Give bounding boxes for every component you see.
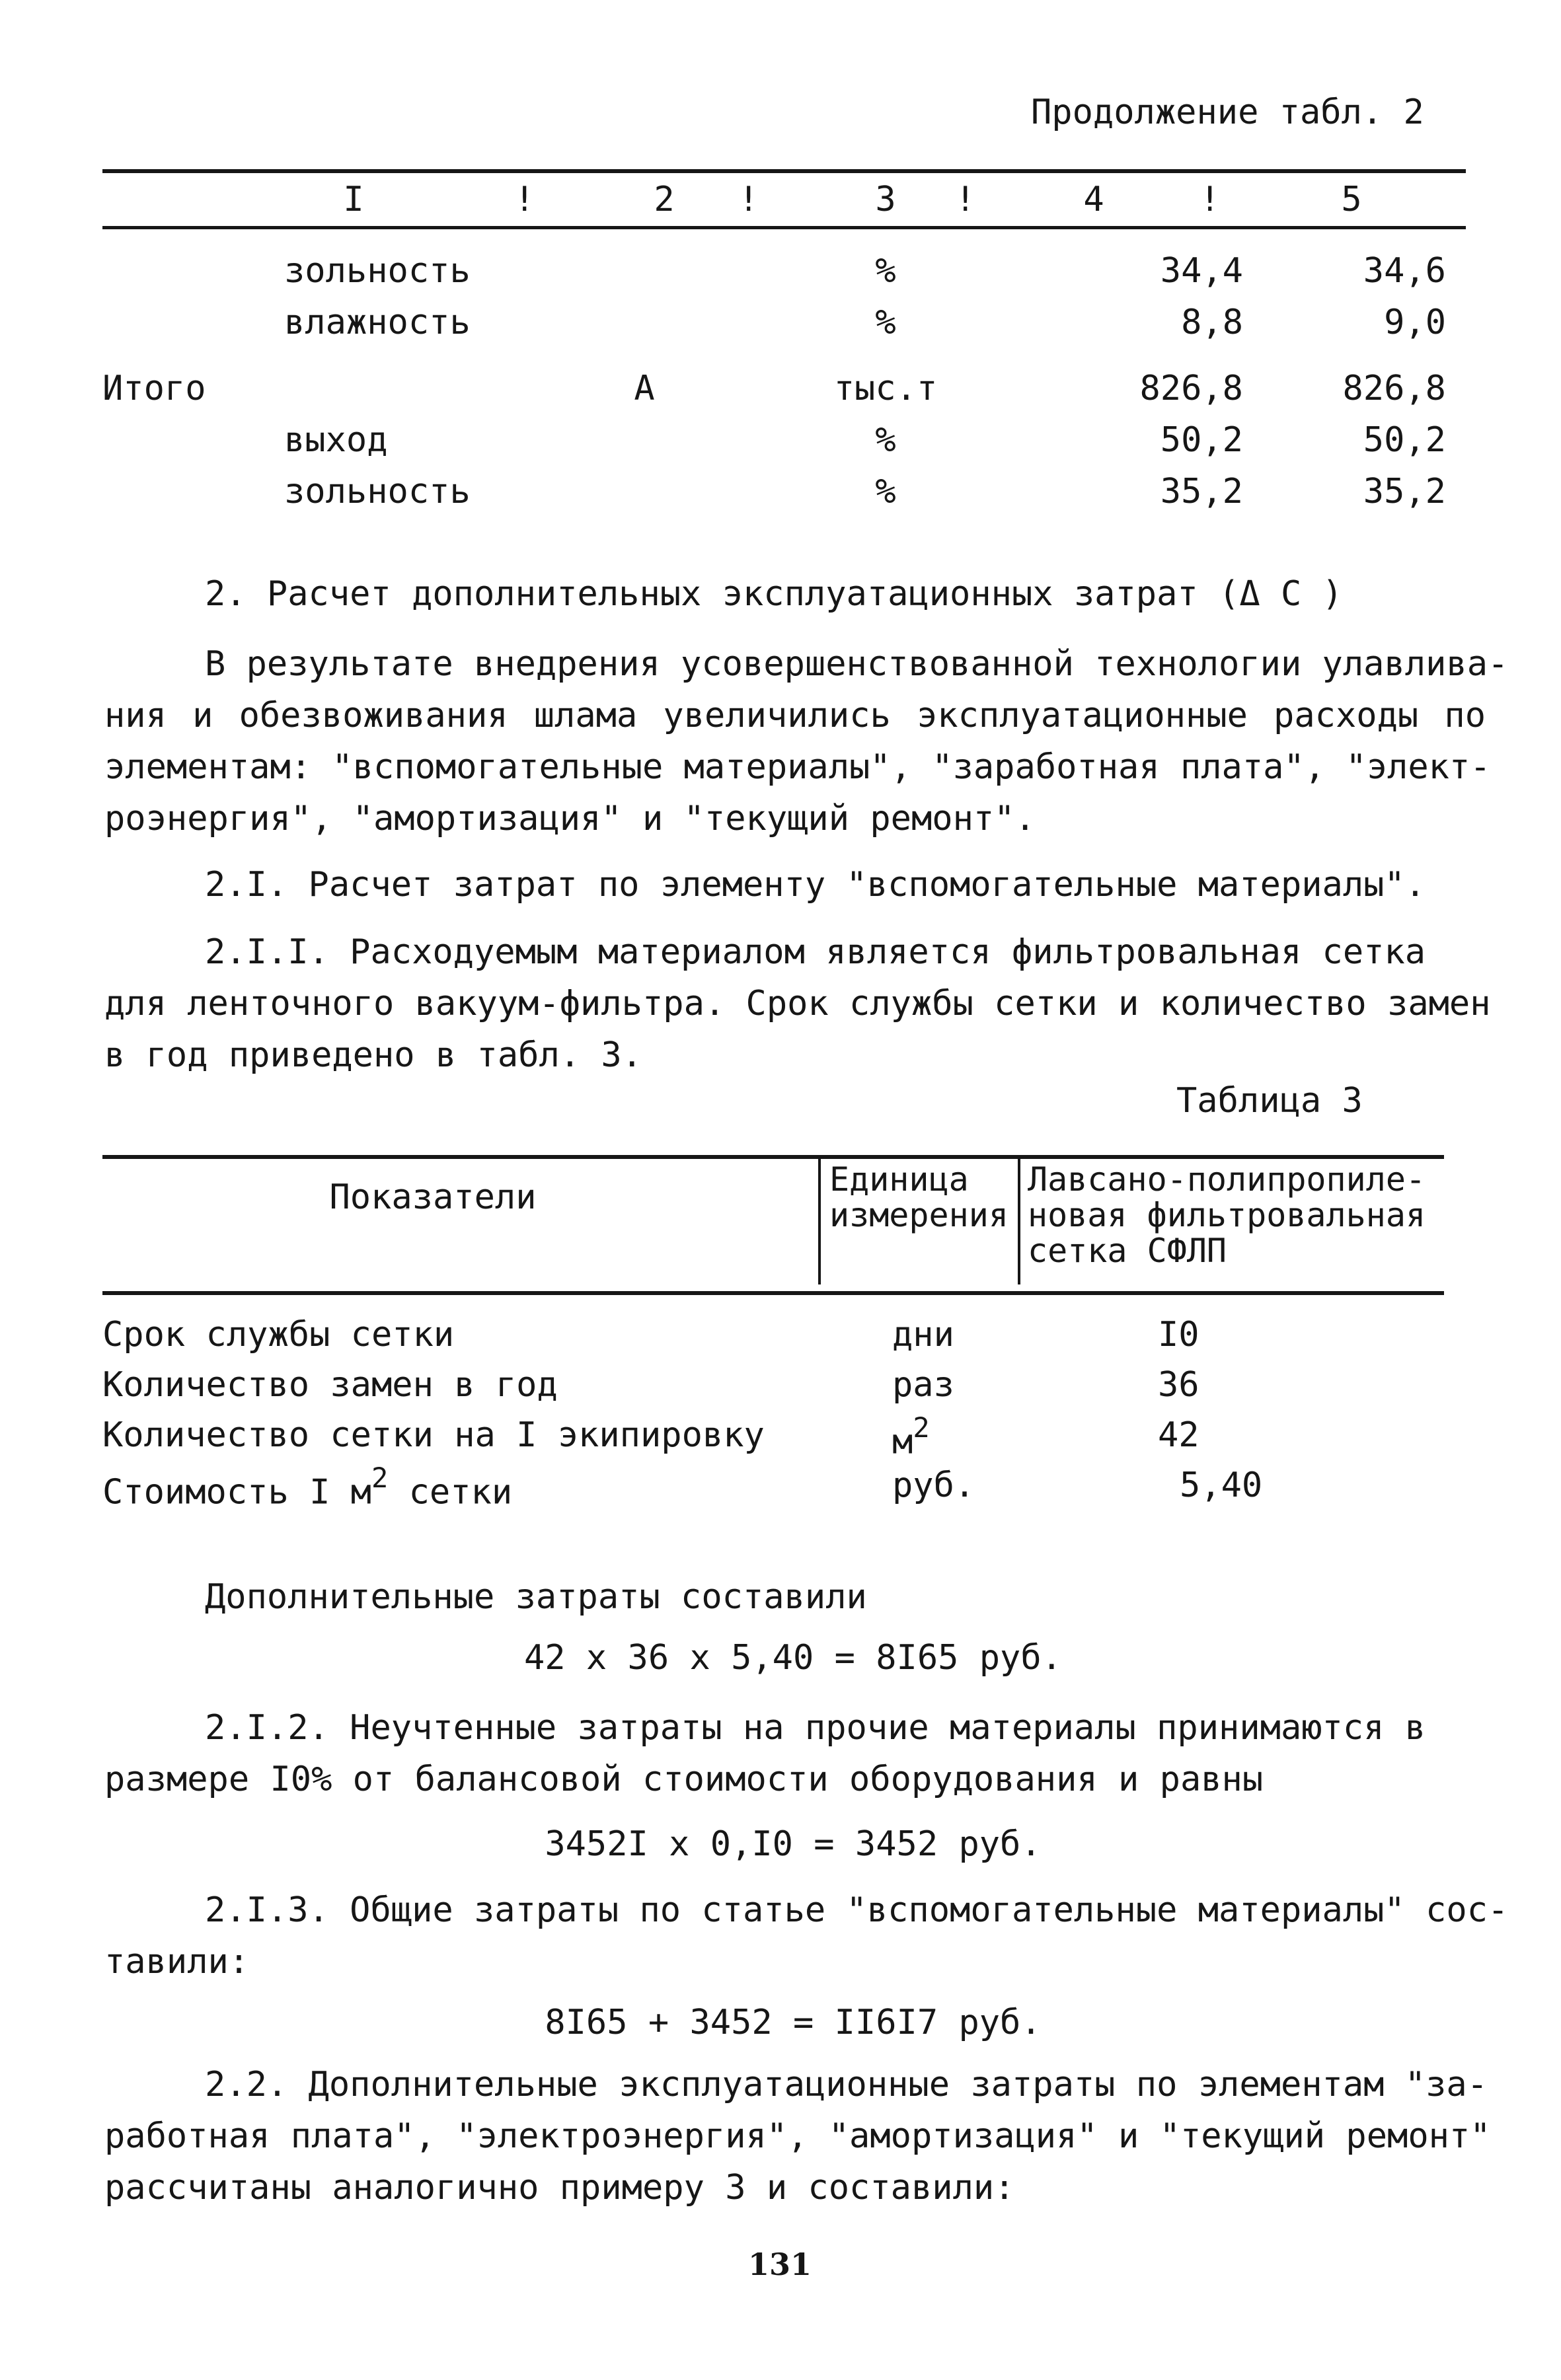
table3-caption: Таблица 3: [1176, 1081, 1363, 1121]
table2-header-sep: !: [514, 180, 535, 219]
table2-header-sep: !: [955, 180, 976, 219]
table2-header-col4: 4: [1083, 180, 1104, 219]
table3-row-value: 36: [1158, 1365, 1199, 1405]
paragraph-line: рассчитаны аналогично примеру 3 и составили:: [104, 2168, 1015, 2208]
table3-row: [102, 1365, 1444, 1414]
paragraph-line: роэнергия", "амортизация" и "текущий ремонт".: [104, 799, 1036, 838]
table2-row-v4: 50,2: [1160, 420, 1243, 460]
table3-row-value: 42: [1158, 1415, 1199, 1455]
table2-row-unit: %: [875, 420, 896, 460]
subsection-2-1: 2.I. Расчет затрат по элементу "вспомогательные материалы".: [205, 865, 1426, 905]
table3-row-unit-sup: 2: [913, 1411, 930, 1444]
table3-header-indicators: Показатели: [329, 1177, 537, 1217]
page-number: 131: [747, 2247, 812, 2282]
table2-row-sub: влажность: [284, 303, 471, 342]
extra-costs-intro: Дополнительные затраты составили: [205, 1577, 867, 1617]
table3-row-unit: дни: [892, 1315, 954, 1355]
table3-row-name: Количество замен в год: [102, 1365, 558, 1405]
table2-row: [102, 251, 1466, 297]
table3-row-unit: руб.: [892, 1466, 975, 1505]
table2-top-rule: [102, 169, 1466, 173]
paragraph-line: элементам: "вспомогательные материалы", "заработная плата", "элект-: [104, 747, 1491, 787]
paragraph-line: в год приведено в табл. 3.: [104, 1035, 642, 1075]
table3-row: [102, 1411, 1444, 1464]
table2-row-unit: %: [875, 303, 896, 342]
table3-row-name: Срок службы сетки: [102, 1315, 455, 1355]
table2-row-v5: 34,6: [1363, 251, 1446, 291]
table3-row-value: 5,40: [1180, 1466, 1263, 1505]
paragraph-line: ния и обезвоживания шлама увеличились эксплуатационные расходы по: [104, 696, 1486, 735]
formula-3: 8I65 + 3452 = II6I7 руб.: [545, 2003, 1042, 2042]
table2-header-col3: 3: [875, 180, 896, 219]
table2-row-v5: 35,2: [1363, 472, 1446, 511]
table-continuation-caption: Продолжение табл. 2: [1031, 93, 1424, 132]
table3-row-unit-text: м: [892, 1422, 913, 1462]
table2-header-sep: !: [1199, 180, 1221, 219]
table2-header-col2: 2: [654, 180, 675, 219]
table2-row-col2: А: [634, 369, 655, 408]
paragraph-line: 2.2. Дополнительные эксплуатационные затраты по элементам "за-: [205, 2065, 1488, 2104]
table2-row-total: [102, 369, 1466, 415]
table3-header-unit: [829, 1162, 1009, 1233]
formula-1: 42 х 36 х 5,40 = 8I65 руб.: [524, 1638, 1062, 1678]
table2-row: [102, 420, 1466, 466]
table3-header-material: [1028, 1162, 1426, 1269]
table3-row: [102, 1462, 1444, 1514]
paragraph-line: В результате внедрения усовершенствованной технологии улавлива-: [205, 644, 1509, 684]
table3-row-name-text: Стоимость I м: [102, 1472, 371, 1512]
table2-row-v5: 50,2: [1363, 420, 1446, 460]
table3-header-material-line: новая фильтровальная: [1028, 1196, 1426, 1234]
table3-row-name-tail: сетки: [388, 1472, 513, 1512]
formula-2: 3452I х 0,I0 = 3452 руб.: [545, 1824, 1042, 1864]
table2-row: [102, 472, 1466, 518]
table3-row: [102, 1315, 1444, 1364]
table2-row-v4: 35,2: [1160, 472, 1243, 511]
table3-row-value: I0: [1158, 1315, 1199, 1355]
table2-row-unit: тыс.т: [833, 369, 938, 408]
table3-header-material-line: сетка СФЛП: [1028, 1232, 1227, 1270]
table3-header-rule: [102, 1291, 1444, 1295]
paragraph-line: 2.I.3. Общие затраты по статье "вспомогательные материалы" сос-: [205, 1890, 1509, 1930]
table2-row-unit: %: [875, 251, 896, 291]
table3-row-name: Количество сетки на I экипировку: [102, 1415, 765, 1455]
table3-row-name: [102, 1462, 513, 1512]
table2-row-v5: 826,8: [1342, 369, 1446, 408]
paragraph-line: размере I0% от балансовой стоимости оборудования и равны: [104, 1760, 1264, 1799]
table2-row-v4: 8,8: [1181, 303, 1243, 342]
table2-header-col5: 5: [1341, 180, 1362, 219]
table3-row-name-sup: 2: [371, 1462, 389, 1494]
table2-row-sub: зольность: [284, 472, 471, 511]
table2-row-unit: %: [875, 472, 896, 511]
table2-row-sub: выход: [284, 420, 388, 460]
table2-header-col1: I: [343, 180, 364, 219]
paragraph-line: 2.I.I. Расходуемым материалом является фильтровальная сетка: [205, 932, 1426, 972]
paragraph-line: для ленточного вакуум-фильтра. Срок службы сетки и количество замен: [104, 984, 1491, 1023]
table3-header-divider: [818, 1159, 821, 1284]
table3-header-unit-line: Единица: [829, 1160, 969, 1199]
table3-header-material-line: Лавсано-полипропиле-: [1028, 1160, 1426, 1199]
table3-row-unit: раз: [892, 1365, 954, 1405]
section-heading: 2. Расчет дополнительных эксплуатационных затрат (Δ С ): [205, 574, 1343, 614]
table2-header: [102, 180, 1466, 226]
table2-row-sub: зольность: [284, 251, 471, 291]
paragraph-line: работная плата", "электроэнергия", "амортизация" и "текущий ремонт": [104, 2116, 1491, 2156]
table3-header: [102, 1159, 1444, 1291]
table2-header-rule: [102, 226, 1466, 229]
table2-row-v4: 34,4: [1160, 251, 1243, 291]
paragraph-line: 2.I.2. Неучтенные затраты на прочие материалы принимаются в: [205, 1708, 1426, 1748]
table2-row-v5: 9,0: [1384, 303, 1446, 342]
table3-header-unit-line: измерения: [829, 1196, 1009, 1234]
table3-header-divider: [1018, 1159, 1020, 1284]
table2-header-sep: !: [738, 180, 759, 219]
table2-row: [102, 303, 1466, 349]
table2-row-label: Итого: [102, 369, 206, 408]
paragraph-line: тавили:: [104, 1942, 250, 1982]
table3-row-unit: [892, 1411, 930, 1462]
table2-row-v4: 826,8: [1139, 369, 1243, 408]
